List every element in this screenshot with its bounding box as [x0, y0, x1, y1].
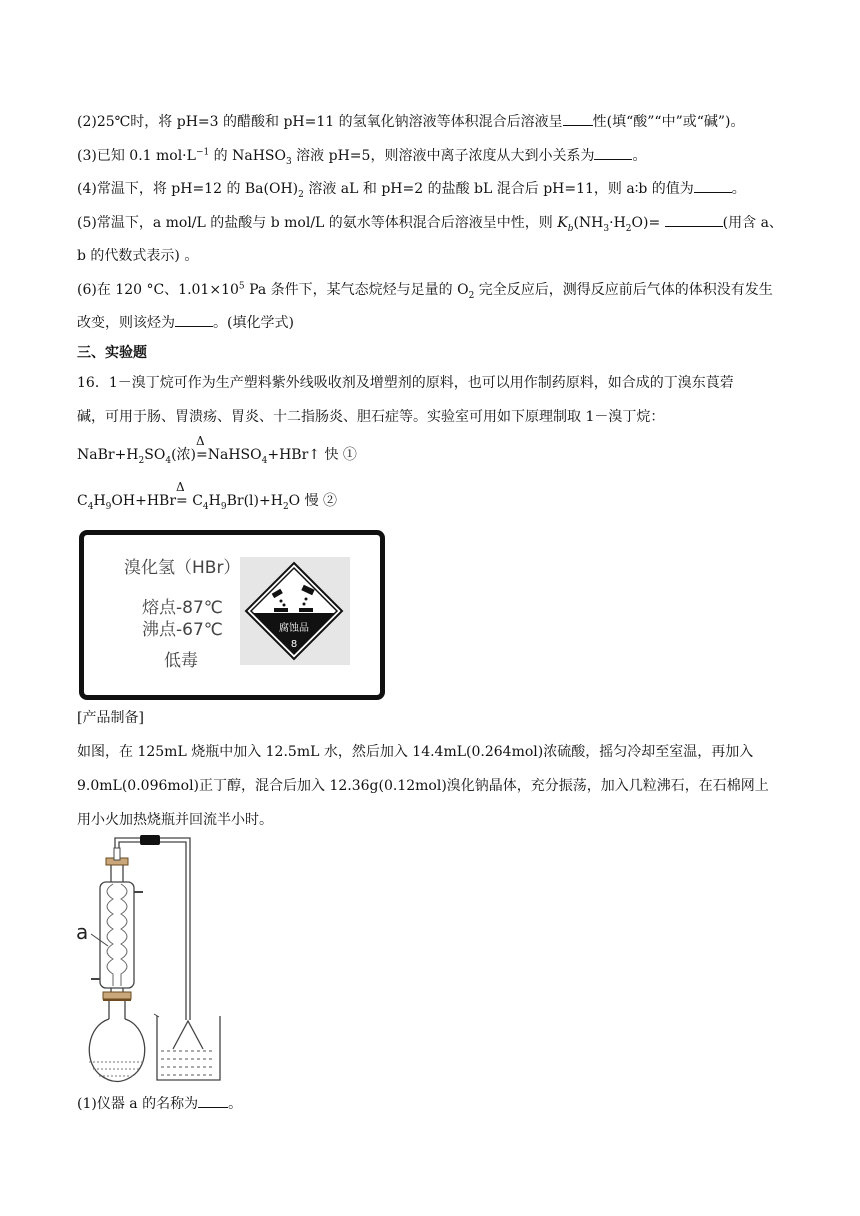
q4-text-2: 溶液 aL 和 pH=2 的盐酸 bL 混合后 pH=11，则 a∶b 的值为	[303, 181, 694, 197]
eq1-a: NaBr+H	[77, 447, 139, 463]
prep-line-3: 用小火加热烧瓶并回流半小时。	[77, 812, 273, 828]
question-6-line-2	[77, 314, 294, 332]
question-6-line-1	[77, 281, 773, 299]
answer-blank[interactable]	[198, 1095, 228, 1108]
q6-sup: 5	[238, 281, 245, 292]
eq2-s3: 4	[202, 501, 209, 512]
q5-k: K	[557, 215, 568, 231]
delta-symbol: Δ	[196, 434, 205, 448]
answer-blank[interactable]	[175, 314, 213, 327]
answer-blank[interactable]	[594, 147, 632, 160]
eq2-s4: 9	[220, 501, 227, 512]
heat-condition	[176, 480, 188, 510]
q5-d: O)=	[631, 215, 665, 231]
melting-point: 熔点-87℃	[142, 598, 223, 618]
eq1-d: NaHSO	[207, 447, 262, 463]
q2-text: (2)25℃时，将 pH=3 的醋酸和 pH=11 的氢氧化钠溶液等体积混合后溶液呈	[77, 114, 563, 130]
q6-c: 完全反应后，测得反应前后气体的体积没有发生	[474, 282, 773, 298]
q2-text-end: 性(填“酸”“中”或“碱”)。	[592, 114, 745, 130]
q5-ksub: b	[567, 223, 574, 234]
answer-blank[interactable]	[665, 214, 723, 227]
q5-s2: 2	[625, 223, 632, 234]
label-a: a	[76, 920, 89, 944]
eq2-g: O 慢 ②	[288, 493, 338, 509]
toxicity: 低毒	[164, 651, 198, 671]
answer-blank[interactable]	[563, 113, 593, 126]
eq2-s5: 2	[282, 501, 289, 512]
eq2-b: H	[93, 493, 106, 509]
answer-blank[interactable]	[694, 180, 732, 193]
boiling-point: 沸点-67℃	[142, 620, 223, 640]
question-3	[77, 147, 646, 165]
question-5-line-2: b 的代数式表示) 。	[77, 248, 199, 264]
hazard-label-text: 腐蚀品	[279, 623, 309, 634]
question-16-line-2: 碱，可用于肠、胃溃疡、胃炎、十二指肠炎、胆石症等。实验室可用如下原理制取 1－溴丁烷：	[77, 409, 665, 425]
question-4	[77, 180, 746, 198]
equation-1	[77, 434, 357, 466]
q5-c: ·H	[609, 215, 626, 231]
q6-l2b: 。(填化学式)	[213, 315, 294, 331]
sub-question-1	[77, 1095, 242, 1113]
eq1-s1: 2	[138, 455, 145, 466]
q3-sup: −1	[195, 147, 210, 158]
q4-end: 。	[731, 181, 746, 197]
prep-line-1: 如图，在 125mL 烧瓶中加入 12.5mL 水，然后加入 14.4mL(0.264mol)浓硫酸，摇匀冷却至室温，再加入	[77, 744, 754, 760]
q6-text: (6)在 120 °C、1.01×10	[77, 282, 239, 298]
q5-b: (NH	[573, 215, 604, 231]
q6-sub: 2	[468, 290, 475, 301]
eq1-b: SO	[144, 447, 166, 463]
heat-condition	[196, 434, 208, 464]
eq2-e: H	[208, 493, 221, 509]
label-title: 溴化氢（HBr）	[124, 558, 241, 578]
eq1-s2: 4	[165, 455, 172, 466]
q5-e: (用含 a、	[722, 215, 783, 231]
equation-2	[77, 480, 338, 512]
reflux-apparatus-diagram	[75, 834, 225, 1089]
hbr-safety-label	[79, 530, 385, 700]
question-2	[77, 113, 745, 131]
condenser	[100, 882, 134, 988]
eq2-a: C	[77, 493, 88, 509]
q3-sub: 3	[286, 156, 292, 167]
q3-suffix: 溶液 pH=5，则溶液中离子浓度从大到小关系为	[291, 148, 595, 164]
prep-line-2: 9.0mL(0.096mol)正丁醇，混合后加入 12.36g(0.12mol)溴化钠晶体，充分振荡，加入几粒沸石，在石棉网上	[77, 778, 769, 794]
question-16-line-1: 16．1－溴丁烷可作为生产塑料紫外线吸收剂及增塑剂的原料，也可以用作制药原料，如合成的丁溴东莨菪	[77, 375, 734, 391]
round-bottom-flask	[89, 1019, 144, 1082]
sub1-end: 。	[228, 1096, 243, 1112]
eq2-s2: 9	[105, 501, 112, 512]
q3-text: (3)已知 0.1 mol·L	[77, 148, 196, 164]
rubber-tube	[140, 835, 160, 845]
sub1-text: (1)仪器 a 的名称为	[77, 1096, 199, 1112]
q3-end: 。	[632, 148, 647, 164]
q5-text: (5)常温下，a mol/L 的盐酸与 b mol/L 的氨水等体积混合后溶液呈中性，则	[77, 215, 558, 231]
q5-s3: 3	[603, 223, 610, 234]
q4-text: (4)常温下，将 pH=12 的 Ba(OH)	[77, 181, 299, 197]
eq2-c: OH+HBr	[111, 493, 177, 509]
section-heading: 三、实验题	[77, 345, 147, 361]
eq1-s3: 4	[261, 455, 268, 466]
beaker	[157, 1016, 220, 1080]
eq2-f: Br(l)+H	[226, 493, 283, 509]
equals-sign: =	[176, 493, 188, 509]
delta-symbol: Δ	[176, 480, 185, 494]
eq2-d: C	[187, 493, 203, 509]
q6-l2a: 改变，则该烃为	[77, 315, 175, 331]
q6-b: Pa 条件下，某气态烷烃与足量的 O	[244, 282, 469, 298]
prep-heading: [产品制备]	[77, 710, 144, 726]
q3-mid: 的 NaHSO	[209, 148, 286, 164]
eq1-e: +HBr↑ 快 ①	[267, 447, 357, 463]
eq2-s1: 4	[87, 501, 94, 512]
q4-sub: 2	[298, 189, 304, 200]
question-5-line-1	[77, 214, 783, 232]
eq1-c: (浓)	[171, 447, 197, 463]
equals-sign: =	[196, 447, 208, 463]
hazard-class: 8	[290, 639, 298, 650]
